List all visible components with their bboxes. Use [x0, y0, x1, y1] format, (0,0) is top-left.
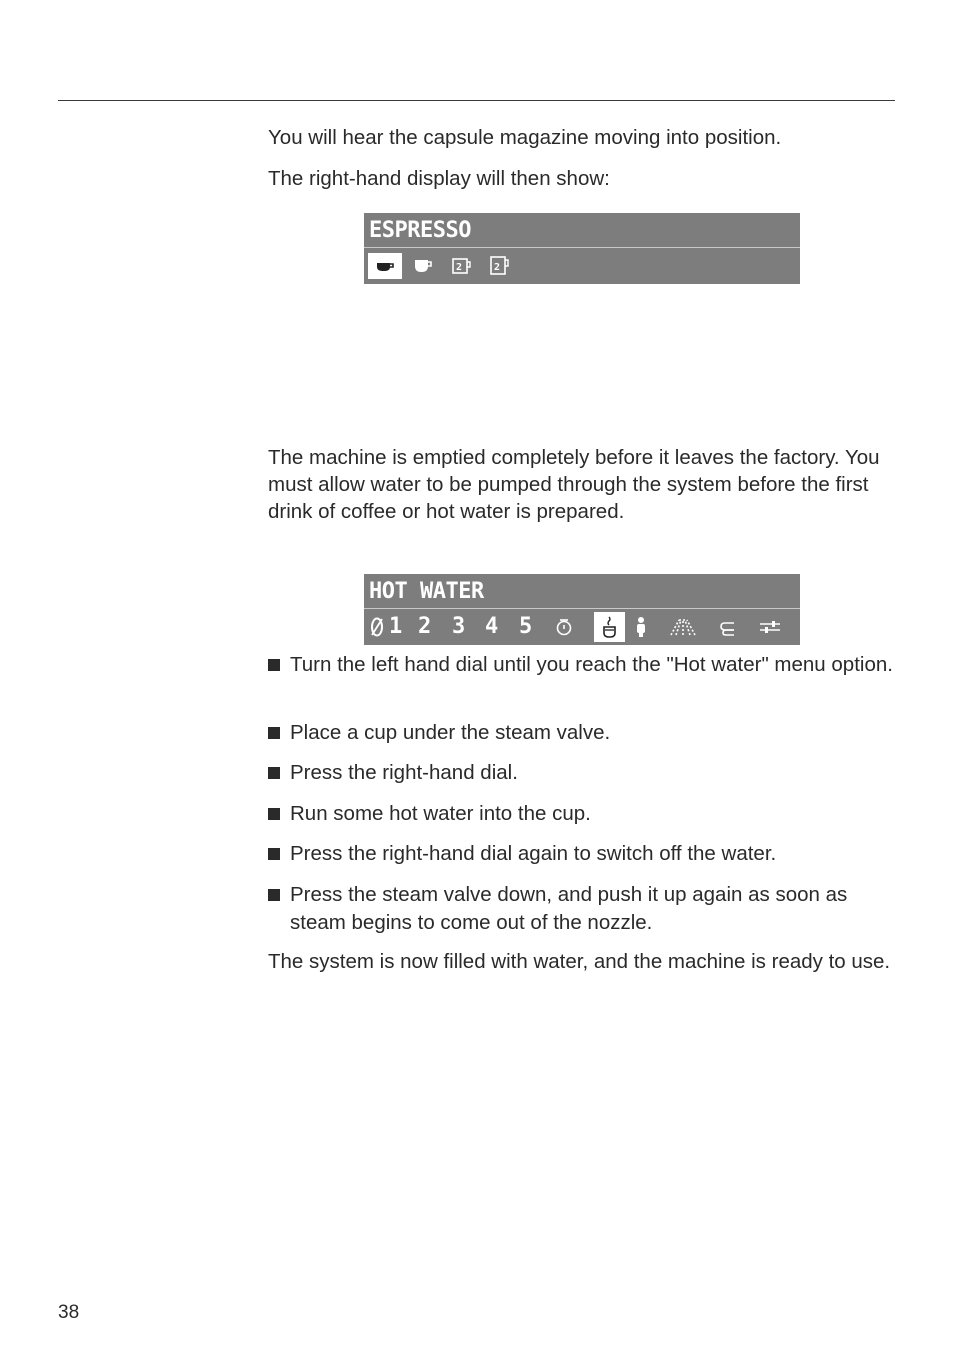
hot-water-cup-icon: [594, 612, 625, 642]
bullet-square-icon: [268, 889, 280, 901]
closing-paragraph: The system is now filled with water, and the machine is ready to use.: [268, 950, 891, 973]
hot-water-display-title: HOT WATER: [364, 574, 800, 609]
intro-line-1: You will hear the capsule magazine moving into position.: [268, 126, 782, 149]
bullet-square-icon: [268, 659, 280, 671]
bullet-square-icon: [268, 848, 280, 860]
double-espresso-icon: [448, 253, 476, 279]
fill-paragraph: The machine is emptied completely before it leaves the factory. You must allow water to be pumped through the system before the first drink of coffee or hot water is prepared.: [268, 446, 880, 523]
quantity-5: 5: [519, 614, 533, 639]
rinse-icon: [716, 614, 740, 640]
bullet-square-icon: [268, 808, 280, 820]
step-text: Place a cup under the steam valve.: [290, 721, 611, 744]
step-2: [268, 719, 893, 747]
bullet-square-icon: [268, 767, 280, 779]
step-text: Press the right-hand dial.: [290, 761, 518, 784]
coffee-cup-icon: [408, 253, 438, 279]
header-rule: [58, 100, 895, 101]
zero-icon: [367, 614, 387, 640]
bullet-square-icon: [268, 727, 280, 739]
svg-text:2: 2: [494, 262, 501, 273]
quantity-4: 4: [485, 614, 499, 639]
step-1: [268, 651, 893, 679]
espresso-display: [364, 213, 800, 284]
quantity-2: 2: [418, 614, 432, 639]
quantity-1: 1: [389, 614, 403, 639]
timer-icon: [552, 614, 576, 640]
espresso-cup-icon: [368, 253, 402, 279]
espresso-display-icon-row: [364, 248, 800, 284]
steam-icon: [666, 614, 700, 640]
step-text: Press the right-hand dial again to switch off the water.: [290, 842, 777, 865]
espresso-display-title: ESPRESSO: [364, 213, 800, 248]
step-3: [268, 759, 893, 787]
person-icon: [632, 614, 650, 640]
intro-line-2: The right-hand display will then show:: [268, 167, 610, 190]
step-4: [268, 800, 893, 828]
page-number: 38: [58, 1302, 80, 1323]
step-text: Turn the left hand dial until you reach the "Hot water" menu option.: [290, 653, 893, 676]
svg-text:2: 2: [456, 262, 463, 273]
step-text: Run some hot water into the cup.: [290, 802, 591, 825]
hot-water-display-icon-row: [364, 609, 800, 645]
step-5: [268, 840, 893, 868]
step-6: [268, 881, 893, 937]
quantity-3: 3: [452, 614, 466, 639]
step-text: Press the steam valve down, and push it up again as soon as steam begins to come out of the nozzle.: [290, 883, 848, 934]
double-coffee-icon: [486, 253, 514, 279]
settings-icon: [756, 614, 784, 640]
hot-water-display: [364, 574, 800, 645]
